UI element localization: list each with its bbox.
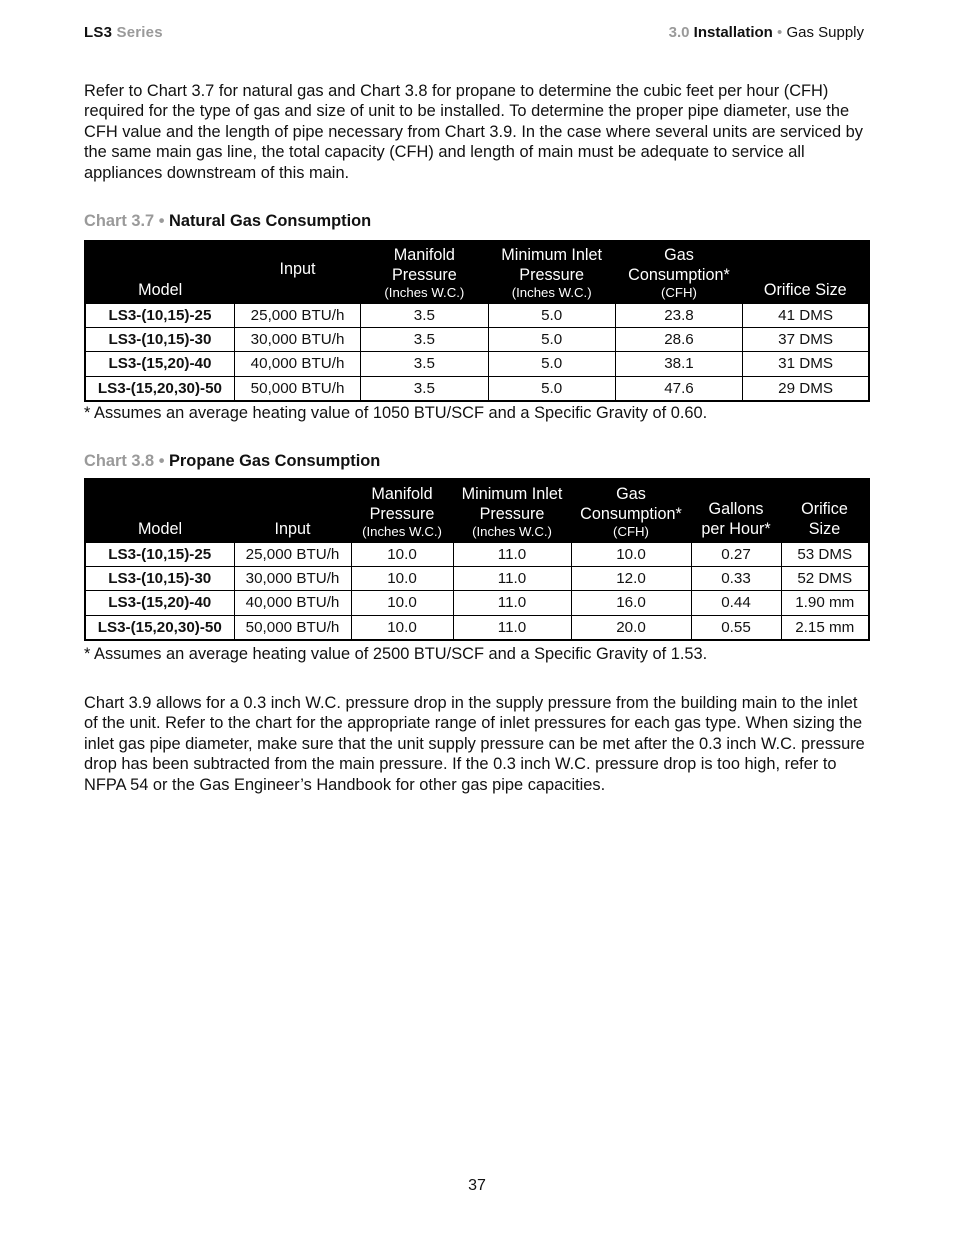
col-header-orifice: Orifice Size: [743, 241, 869, 303]
table-row: [85, 303, 869, 327]
table-row: [85, 591, 869, 615]
col-header-gallons: Gallons per Hour*: [691, 479, 781, 542]
intro-paragraph: Refer to Chart 3.7 for natural gas and Chart 3.8 for propane to determine the cubic feet per hour (CFH) required for the type of gas and size of unit to be installed. To determine the proper pipe diameter, use the CFH value and the length of pipe necessary from Chart 3.9. In the case where several units are serviced by the same main gas line, the total capacity (CFH) and length of main must be adequate to service all appliances downstream of this main.: [84, 82, 863, 182]
cell-model: LS3-(15,20)-40: [85, 352, 234, 376]
col-header-manifold: Manifold Pressure (Inches W.C.): [351, 479, 453, 542]
natural-gas-table: [84, 240, 870, 402]
col-header-input: Input: [234, 479, 351, 542]
chart-37-label: Chart 3.7 •: [84, 212, 165, 230]
chart-37-title: [84, 212, 371, 231]
table-row: [85, 566, 869, 590]
table-row: [85, 327, 869, 351]
cell-input: 30,000 BTU/h: [234, 566, 351, 590]
cell-gas: 12.0: [571, 566, 691, 590]
table-row: [85, 376, 869, 401]
cell-gas: 16.0: [571, 591, 691, 615]
col-header-input: Input: [234, 241, 360, 303]
chart-37-name: Natural Gas Consumption: [169, 212, 372, 230]
cell-gallons: 0.27: [691, 542, 781, 566]
cell-orifice: 1.90 mm: [781, 591, 869, 615]
cell-orifice: 31 DMS: [743, 352, 869, 376]
cell-model: LS3-(10,15)-25: [85, 542, 234, 566]
chart-37-footnote: * Assumes an average heating value of 1050 BTU/SCF and a Specific Gravity of 0.60.: [84, 404, 708, 422]
cell-orifice: 2.15 mm: [781, 615, 869, 640]
cell-gallons: 0.44: [691, 591, 781, 615]
cell-min-inlet: 5.0: [488, 327, 615, 351]
col-header-min-inlet: Minimum Inlet Pressure (Inches W.C.): [488, 241, 615, 303]
cell-model: LS3-(10,15)-30: [85, 566, 234, 590]
cell-orifice: 41 DMS: [743, 303, 869, 327]
closing-paragraph: Chart 3.9 allows for a 0.3 inch W.C. pressure drop in the supply pressure from the building main to the inlet of the unit. Refer to the chart for the appropriate range of inlet pressures for each gas type. When sizing the inlet gas pipe diameter, make sure that the unit supply pressure can be met after the 0.3 inch W.C. pressure drop has been subtracted from the main pressure. If the 0.3 inch W.C. pressure drop is too high, refer to NFPA 54 or the Gas Engineer’s Handbook for other gas pipe capacities.: [84, 694, 865, 794]
cell-gallons: 0.55: [691, 615, 781, 640]
cell-min-inlet: 5.0: [488, 352, 615, 376]
page-number: 37: [468, 1177, 486, 1194]
col-header-min-inlet: Minimum Inlet Pressure (Inches W.C.): [453, 479, 571, 542]
cell-orifice: 52 DMS: [781, 566, 869, 590]
cell-orifice: 29 DMS: [743, 376, 869, 401]
series-word: Series: [116, 24, 163, 41]
subsection-name: Gas Supply: [786, 24, 864, 41]
cell-min-inlet: 11.0: [453, 615, 571, 640]
table-row: [85, 352, 869, 376]
chart-38-label: Chart 3.8 •: [84, 452, 165, 470]
cell-min-inlet: 5.0: [488, 376, 615, 401]
cell-model: LS3-(15,20,30)-50: [85, 615, 234, 640]
cell-gas: 10.0: [571, 542, 691, 566]
chart-38-footnote: * Assumes an average heating value of 2500 BTU/SCF and a Specific Gravity of 1.53.: [84, 645, 708, 663]
cell-orifice: 53 DMS: [781, 542, 869, 566]
col-header-gas: Gas Consumption* (CFH): [571, 479, 691, 542]
cell-model: LS3-(15,20)-40: [85, 591, 234, 615]
col-header-manifold: Manifold Pressure (Inches W.C.): [361, 241, 488, 303]
col-header-gas: Gas Consumption* (CFH): [615, 241, 742, 303]
cell-input: 30,000 BTU/h: [234, 327, 360, 351]
cell-model: LS3-(15,20,30)-50: [85, 376, 234, 401]
cell-manifold: 10.0: [351, 566, 453, 590]
cell-min-inlet: 11.0: [453, 591, 571, 615]
section-number: 3.0: [668, 24, 690, 41]
chart-38-name: Propane Gas Consumption: [169, 452, 381, 470]
cell-orifice: 37 DMS: [743, 327, 869, 351]
product-name: LS3: [84, 24, 113, 41]
col-header-orifice: Orifice Size: [781, 479, 869, 542]
cell-input: 50,000 BTU/h: [234, 615, 351, 640]
cell-input: 25,000 BTU/h: [234, 303, 360, 327]
cell-manifold: 3.5: [361, 303, 488, 327]
chart-38-title: [84, 452, 380, 471]
breadcrumb-bullet: •: [777, 24, 783, 41]
col-header-model: Model: [85, 479, 234, 542]
cell-gallons: 0.33: [691, 566, 781, 590]
cell-min-inlet: 5.0: [488, 303, 615, 327]
table-row: [85, 542, 869, 566]
cell-min-inlet: 11.0: [453, 542, 571, 566]
section-breadcrumb: [669, 24, 864, 41]
cell-gas: 23.8: [615, 303, 742, 327]
propane-gas-table: [84, 478, 870, 641]
section-name: Installation: [693, 24, 773, 41]
cell-manifold: 3.5: [361, 352, 488, 376]
cell-manifold: 3.5: [361, 327, 488, 351]
cell-input: 25,000 BTU/h: [234, 542, 351, 566]
cell-model: LS3-(10,15)-25: [85, 303, 234, 327]
cell-min-inlet: 11.0: [453, 566, 571, 590]
cell-model: LS3-(10,15)-30: [85, 327, 234, 351]
cell-manifold: 3.5: [361, 376, 488, 401]
cell-input: 50,000 BTU/h: [234, 376, 360, 401]
table-row: [85, 615, 869, 640]
cell-manifold: 10.0: [351, 615, 453, 640]
cell-gas: 28.6: [615, 327, 742, 351]
cell-manifold: 10.0: [351, 591, 453, 615]
col-header-model: Model: [85, 241, 234, 303]
series-label: [84, 24, 163, 41]
cell-gas: 20.0: [571, 615, 691, 640]
cell-manifold: 10.0: [351, 542, 453, 566]
cell-input: 40,000 BTU/h: [234, 591, 351, 615]
cell-gas: 38.1: [615, 352, 742, 376]
cell-input: 40,000 BTU/h: [234, 352, 360, 376]
cell-gas: 47.6: [615, 376, 742, 401]
